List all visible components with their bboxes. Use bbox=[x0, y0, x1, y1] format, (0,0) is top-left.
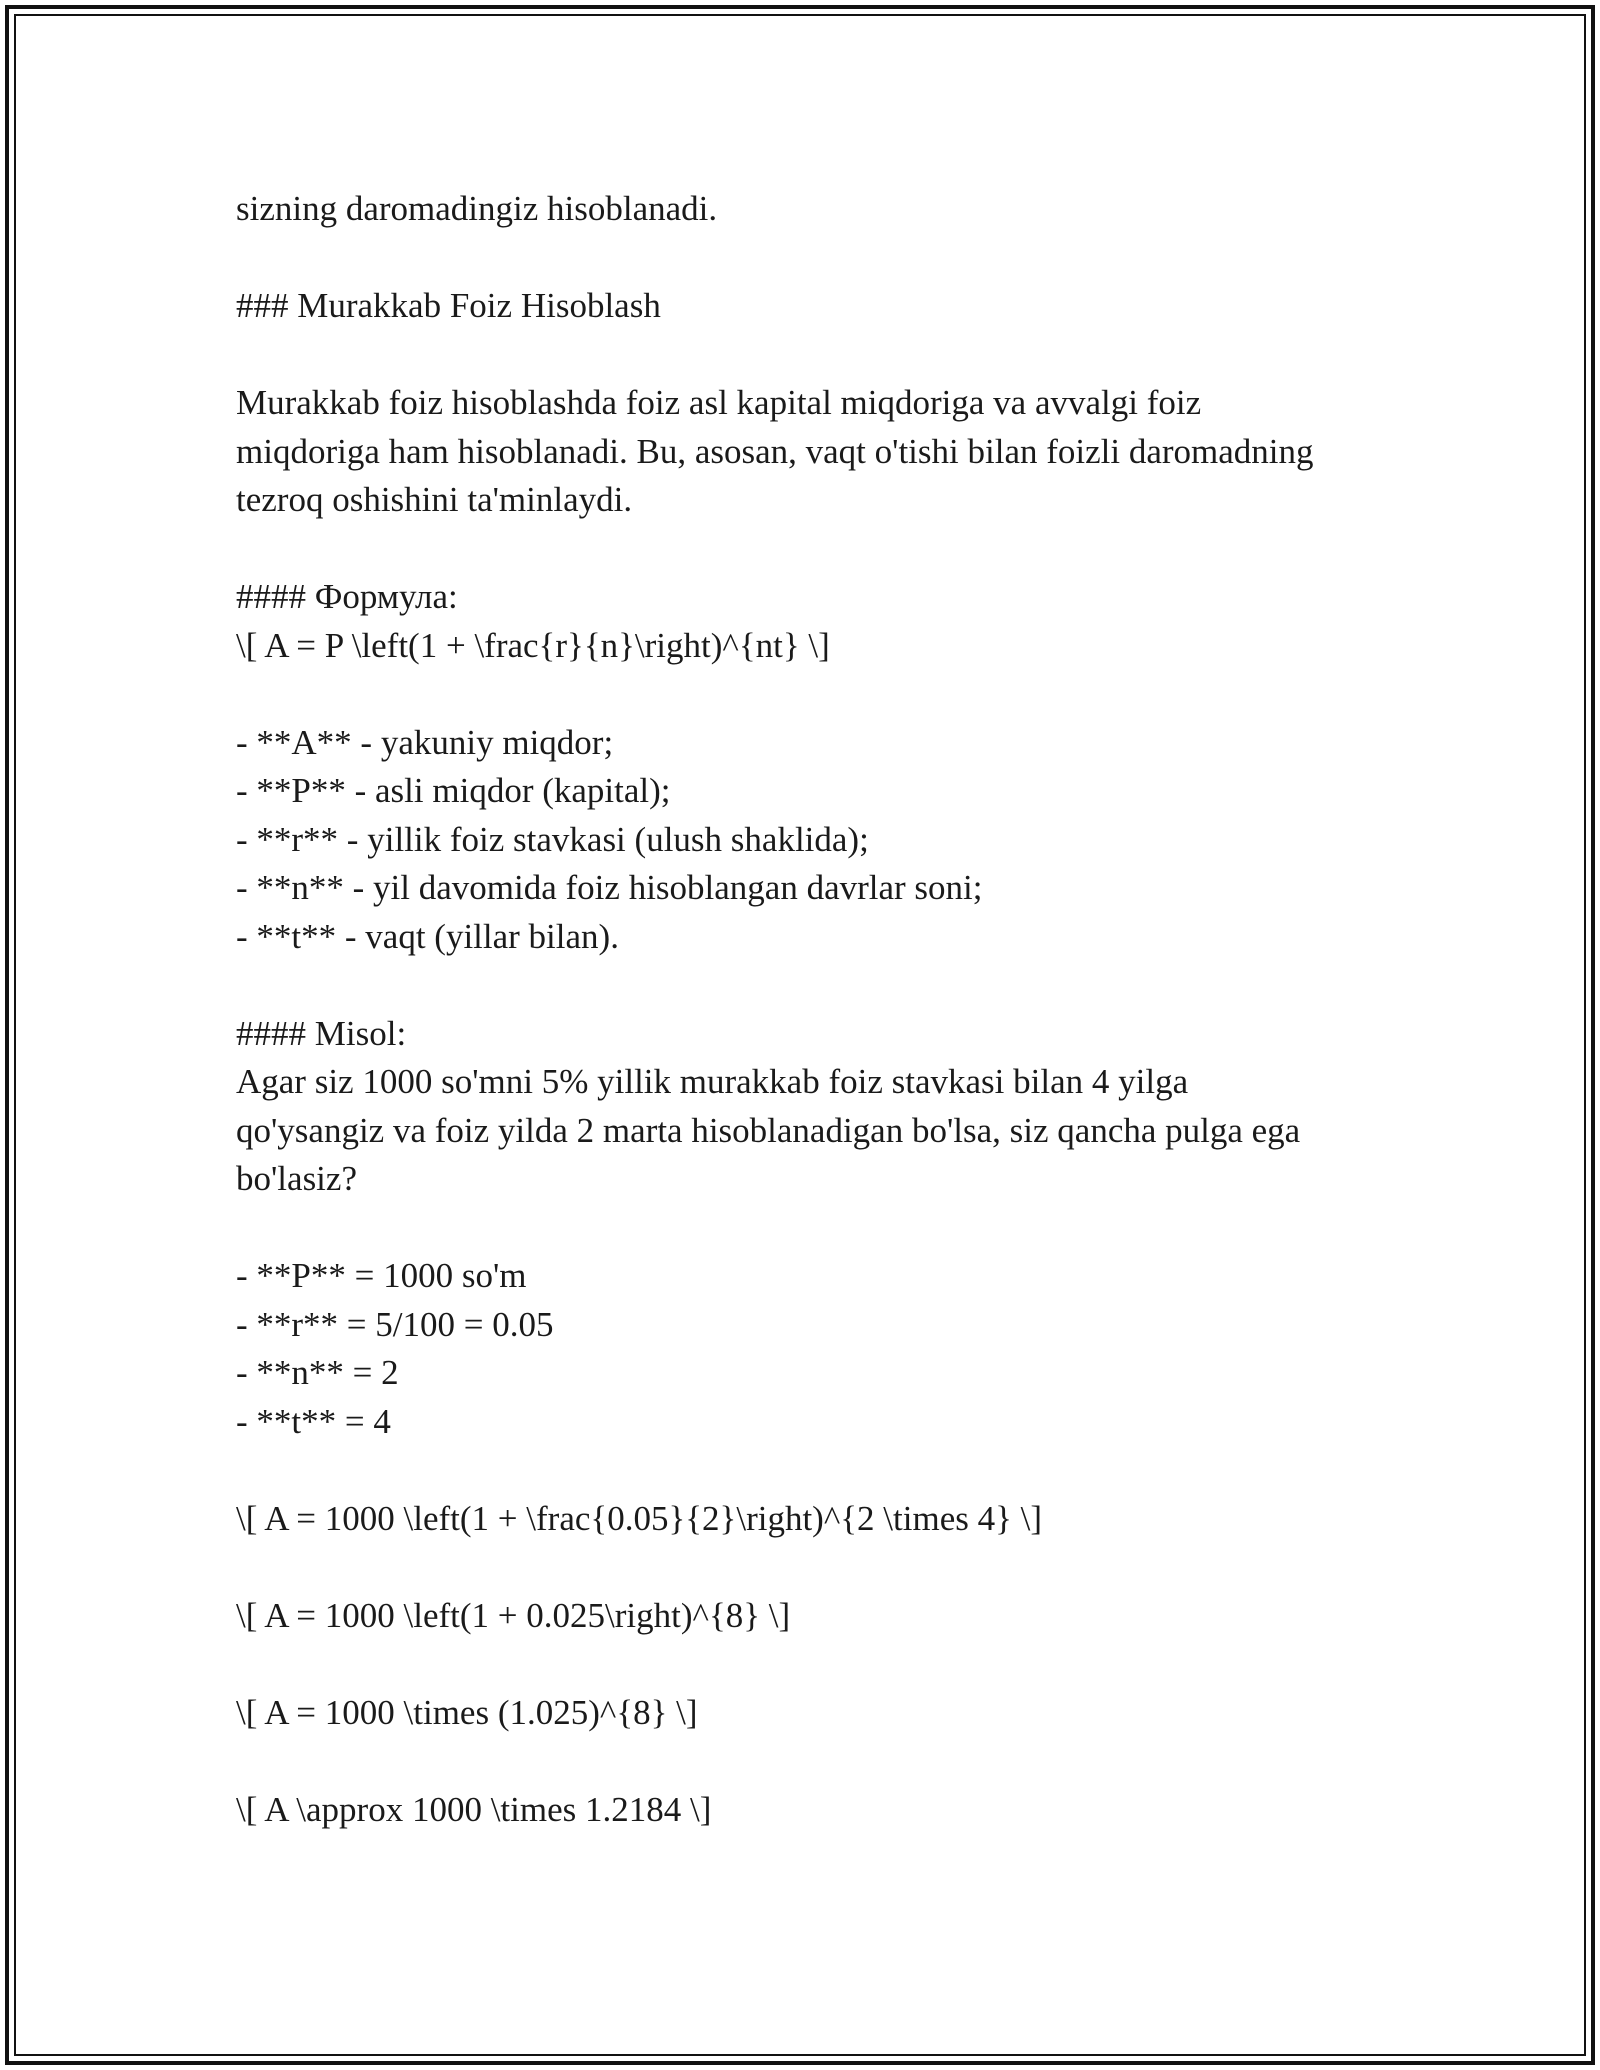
subsection-heading: #### Формула: bbox=[236, 577, 458, 616]
paragraph-line: Murakkab foiz hisoblashda foiz asl kapital miqdoriga va avvalgi foiz bbox=[236, 383, 1202, 422]
list-item: - **n** = 2 bbox=[236, 1353, 399, 1392]
paragraph-line: tezroq oshishini ta'minlaydi. bbox=[236, 480, 633, 519]
blank-line bbox=[236, 1204, 1386, 1253]
paragraph-line: miqdoriga ham hisoblanadi. Bu, asosan, vaqt o'tishi bilan foizli daromadning bbox=[236, 431, 1314, 471]
subsection-heading: #### Misol: bbox=[236, 1013, 407, 1053]
formula-line: \[ A = 1000 \left(1 + \frac{0.05}{2}\right)^{2 \times 4} \] bbox=[236, 1498, 1043, 1538]
paragraph-line: qo'ysangiz va foiz yilda 2 marta hisoblanadigan bo'lsa, siz qancha pulga ega bbox=[236, 1110, 1301, 1150]
section-heading: ### Murakkab Foiz Hisoblash bbox=[236, 286, 661, 325]
list-item: - **t** = 4 bbox=[236, 1401, 391, 1441]
text-line: sizning daromadingiz hisoblanadi. bbox=[236, 189, 718, 228]
formula-line: \[ A = 1000 \times (1.025)^{8} \] bbox=[236, 1692, 698, 1732]
blank-line bbox=[236, 331, 1386, 380]
formula-line: \[ A \approx 1000 \times 1.2184 \] bbox=[236, 1789, 712, 1829]
blank-line bbox=[236, 1446, 1386, 1495]
paragraph-line: Agar siz 1000 so'mni 5% yillik murakkab foiz stavkasi bilan 4 yilga bbox=[236, 1062, 1189, 1101]
blank-line bbox=[236, 961, 1386, 1010]
list-item: - **t** - vaqt (yillar bilan). bbox=[236, 916, 619, 956]
blank-line bbox=[236, 1737, 1386, 1786]
blank-line bbox=[236, 1543, 1386, 1592]
list-item: - **P** = 1000 so'm bbox=[236, 1256, 527, 1295]
blank-line bbox=[236, 670, 1386, 719]
list-item: - **P** - asli miqdor (kapital); bbox=[236, 771, 671, 810]
blank-line bbox=[236, 234, 1386, 283]
blank-line bbox=[236, 525, 1386, 574]
list-item: - **r** - yillik foiz stavkasi (ulush shaklida); bbox=[236, 819, 869, 859]
formula-line: \[ A = P \left(1 + \frac{r}{n}\right)^{nt} \] bbox=[236, 625, 830, 665]
list-item: - **n** - yil davomida foiz hisoblangan davrlar soni; bbox=[236, 868, 983, 907]
paragraph-line: bo'lasiz? bbox=[236, 1159, 357, 1198]
list-item: - **A** - yakuniy miqdor; bbox=[236, 722, 614, 762]
document-body bbox=[236, 185, 1386, 1834]
blank-line bbox=[236, 1640, 1386, 1689]
formula-line: \[ A = 1000 \left(1 + 0.025\right)^{8} \] bbox=[236, 1595, 791, 1635]
list-item: - **r** = 5/100 = 0.05 bbox=[236, 1304, 554, 1344]
